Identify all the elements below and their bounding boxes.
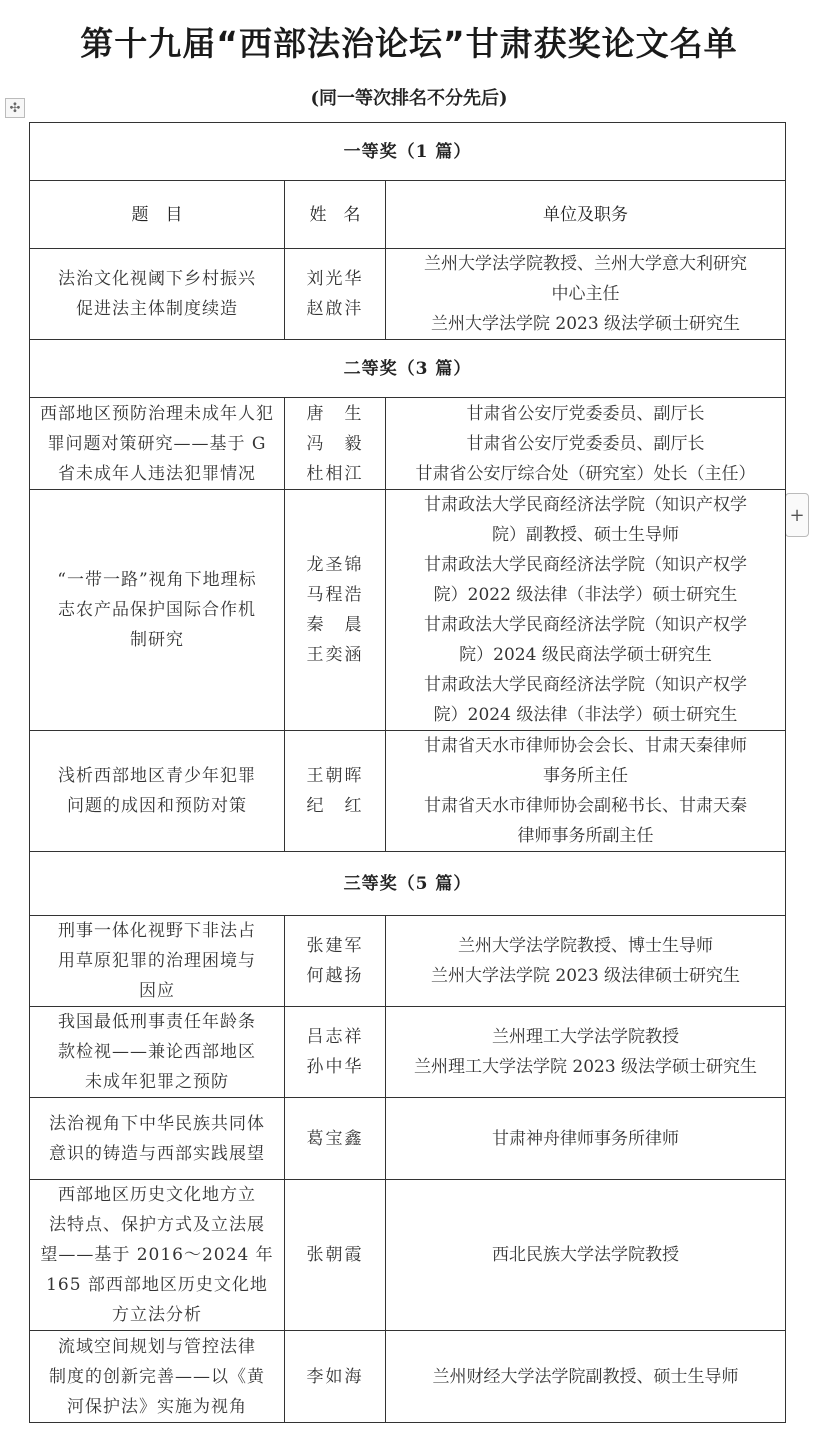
awards-table — [29, 122, 786, 1423]
table-row — [30, 1098, 786, 1180]
author-names-cell-line: 何越扬 — [306, 966, 364, 986]
affiliation-cell-line: 甘肃政法大学民商经济法学院（知识产权学 — [424, 615, 748, 635]
award-section-title: 二等奖（3 篇） — [30, 340, 786, 398]
table-row — [30, 490, 786, 731]
table-row — [30, 1180, 786, 1331]
affiliation-cell-line: 兰州财经大学法学院副教授、硕士生导师 — [432, 1366, 739, 1387]
affiliation-cell-line: 事务所主任 — [543, 766, 629, 786]
affiliation-cell-line: 甘肃神舟律师事务所律师 — [492, 1128, 680, 1149]
affiliation-cell-line: 院）2022 级法律（非法学）硕士研究生 — [433, 585, 738, 605]
table-row — [30, 1331, 786, 1423]
paper-title-cell-line: 流域空间规划与管控法律 — [58, 1336, 256, 1357]
affiliation-cell — [386, 731, 786, 852]
paper-title-cell — [30, 490, 285, 731]
paper-title-cell-line: 未成年犯罪之预防 — [85, 1072, 229, 1092]
affiliation-cell-line: 甘肃省天水市律师协会副秘书长、甘肃天秦 — [424, 796, 748, 816]
author-names-cell-line: 马程浩 — [306, 585, 364, 605]
paper-title-cell — [30, 1007, 285, 1098]
paper-title-cell — [30, 398, 285, 490]
affiliation-cell-line: 院）2024 级法律（非法学）硕士研究生 — [433, 705, 738, 725]
paper-title-cell-line: 问题的成因和预防对策 — [67, 796, 247, 816]
paper-title-cell-line: 165 部西部地区历史文化地 — [46, 1275, 268, 1295]
table-move-icon[interactable]: ✣ — [5, 98, 25, 118]
paper-title-cell-line: 我国最低刑事责任年龄条 — [58, 1012, 256, 1032]
paper-title-cell-line: 用草原犯罪的治理困境与 — [58, 951, 256, 971]
paper-title-cell-line: 意识的铸造与西部实践展望 — [49, 1143, 265, 1164]
table-row — [30, 916, 786, 1007]
affiliation-cell-line: 西北民族大学法学院教授 — [492, 1245, 680, 1265]
author-names-cell — [285, 1098, 386, 1180]
affiliation-cell — [386, 1007, 786, 1098]
affiliation-cell-line: 兰州大学法学院教授、兰州大学意大利研究 — [424, 254, 748, 274]
affiliation-cell — [386, 1098, 786, 1180]
paper-title-cell — [30, 731, 285, 852]
author-names-cell-line: 唐 生 — [306, 403, 364, 424]
award-section-title: 一等奖（1 篇） — [30, 123, 786, 181]
author-names-cell-line: 龙圣锦 — [306, 555, 364, 575]
author-names-cell — [285, 1007, 386, 1098]
author-names-cell-line: 杜相江 — [306, 463, 364, 484]
section-row — [30, 123, 786, 181]
page-subtitle: (同一等次排名不分先后) — [310, 88, 508, 109]
paper-title-cell-line: 法治文化视阈下乡村振兴 — [58, 269, 256, 289]
affiliation-cell-line: 院）副教授、硕士生导师 — [492, 525, 680, 545]
author-names-cell-line: 王朝晖 — [306, 766, 364, 786]
paper-title-cell-line: 罪问题对策研究——基于 G — [47, 433, 267, 454]
table-row — [30, 249, 786, 340]
author-names-cell — [285, 916, 386, 1007]
section-row — [30, 852, 786, 916]
paper-title-cell — [30, 1098, 285, 1180]
affiliation-cell — [386, 1180, 786, 1331]
paper-title-cell-line: 方立法分析 — [112, 1305, 202, 1325]
paper-title-cell-line: 因应 — [139, 981, 175, 1001]
award-section-title: 三等奖（5 篇） — [30, 852, 786, 916]
author-names-cell-line: 吕志祥 — [306, 1027, 364, 1047]
paper-title-cell-line: 法治视角下中华民族共同体 — [49, 1113, 265, 1134]
author-names-cell-line: 李如海 — [306, 1366, 364, 1387]
paper-title-cell-line: 西部地区预防治理未成年人犯 — [40, 403, 274, 424]
paper-title-cell — [30, 916, 285, 1007]
author-names-cell-line: 张建军 — [306, 936, 364, 956]
author-names-cell-line: 王奕涵 — [306, 645, 364, 665]
affiliation-cell — [386, 916, 786, 1007]
affiliation-cell-line: 中心主任 — [551, 284, 620, 304]
affiliation-cell-line: 律师事务所副主任 — [517, 826, 654, 846]
paper-title-cell-line: 浅析西部地区青少年犯罪 — [58, 766, 256, 786]
table-row — [30, 398, 786, 490]
author-names-cell-line: 刘光华 — [306, 269, 364, 289]
page-title: 第十九届“西部法治论坛”甘肃获奖论文名单 — [80, 24, 738, 63]
column-header-paper: 题 目 — [30, 181, 285, 249]
affiliation-cell-line: 院）2024 级民商法学硕士研究生 — [459, 645, 712, 665]
affiliation-cell — [386, 249, 786, 340]
author-names-cell-line: 秦 晨 — [306, 615, 364, 635]
paper-title-cell-line: 西部地区历史文化地方立 — [58, 1185, 256, 1205]
column-header-name: 姓 名 — [285, 181, 386, 249]
affiliation-cell-line: 甘肃省公安厅党委委员、副厅长 — [466, 403, 705, 424]
affiliation-cell-line: 兰州大学法学院 2023 级法律硕士研究生 — [430, 966, 741, 986]
affiliation-cell — [386, 1331, 786, 1423]
author-names-cell-line: 葛宝鑫 — [306, 1128, 364, 1149]
affiliation-cell-line: 兰州理工大学法学院 2023 级法学硕士研究生 — [413, 1057, 758, 1077]
author-names-cell — [285, 249, 386, 340]
author-names-cell-line: 冯 毅 — [306, 433, 364, 454]
affiliation-cell-line: 甘肃省公安厅综合处（研究室）处长（主任） — [415, 463, 756, 484]
affiliation-cell-line: 甘肃政法大学民商经济法学院（知识产权学 — [424, 555, 748, 575]
paper-title-cell-line: 刑事一体化视野下非法占 — [58, 921, 256, 941]
paper-title-cell-line: 款检视——兼论西部地区 — [58, 1042, 256, 1062]
author-names-cell-line: 纪 红 — [306, 796, 364, 816]
paper-title-cell-line: 制度的创新完善——以《黄 — [49, 1366, 265, 1387]
author-names-cell — [285, 1180, 386, 1331]
affiliation-cell-line: 兰州大学法学院教授、博士生导师 — [458, 936, 714, 956]
author-names-cell-line: 张朝霞 — [306, 1245, 364, 1265]
section-row — [30, 340, 786, 398]
affiliation-cell-line: 兰州大学法学院 2023 级法学硕士研究生 — [430, 314, 741, 334]
awards-table-body — [30, 123, 786, 1423]
affiliation-cell-line: 甘肃政法大学民商经济法学院（知识产权学 — [424, 495, 748, 515]
affiliation-cell-line: 甘肃省天水市律师协会会长、甘肃天秦律师 — [424, 736, 748, 756]
paper-title-cell — [30, 1331, 285, 1423]
paper-title-cell-line: “一带一路”视角下地理标 — [57, 570, 257, 590]
affiliation-cell — [386, 490, 786, 731]
paper-title-cell — [30, 1180, 285, 1331]
add-column-icon[interactable]: + — [785, 493, 809, 537]
affiliation-cell-line: 甘肃省公安厅党委委员、副厅长 — [466, 433, 705, 454]
author-names-cell-line: 孙中华 — [306, 1057, 364, 1077]
affiliation-cell — [386, 398, 786, 490]
paper-title-cell — [30, 249, 285, 340]
column-header-unit: 单位及职务 — [386, 181, 786, 249]
paper-title-cell-line: 法特点、保护方式及立法展 — [49, 1215, 265, 1235]
author-names-cell — [285, 731, 386, 852]
paper-title-cell-line: 省未成年人违法犯罪情况 — [58, 463, 256, 484]
author-names-cell — [285, 398, 386, 490]
author-names-cell-line: 赵啟沣 — [306, 299, 364, 319]
affiliation-cell-line: 甘肃政法大学民商经济法学院（知识产权学 — [424, 675, 748, 695]
author-names-cell — [285, 1331, 386, 1423]
paper-title-cell-line: 志农产品保护国际合作机 — [58, 600, 256, 620]
table-row — [30, 1007, 786, 1098]
paper-title-cell-line: 望——基于 2016～2024 年 — [40, 1245, 274, 1265]
column-header-row — [30, 181, 786, 249]
paper-title-cell-line: 促进法主体制度续造 — [76, 299, 238, 319]
affiliation-cell-line: 兰州理工大学法学院教授 — [492, 1027, 680, 1047]
table-row — [30, 731, 786, 852]
paper-title-cell-line: 河保护法》实施为视角 — [67, 1396, 247, 1417]
paper-title-cell-line: 制研究 — [130, 630, 184, 650]
author-names-cell — [285, 490, 386, 731]
